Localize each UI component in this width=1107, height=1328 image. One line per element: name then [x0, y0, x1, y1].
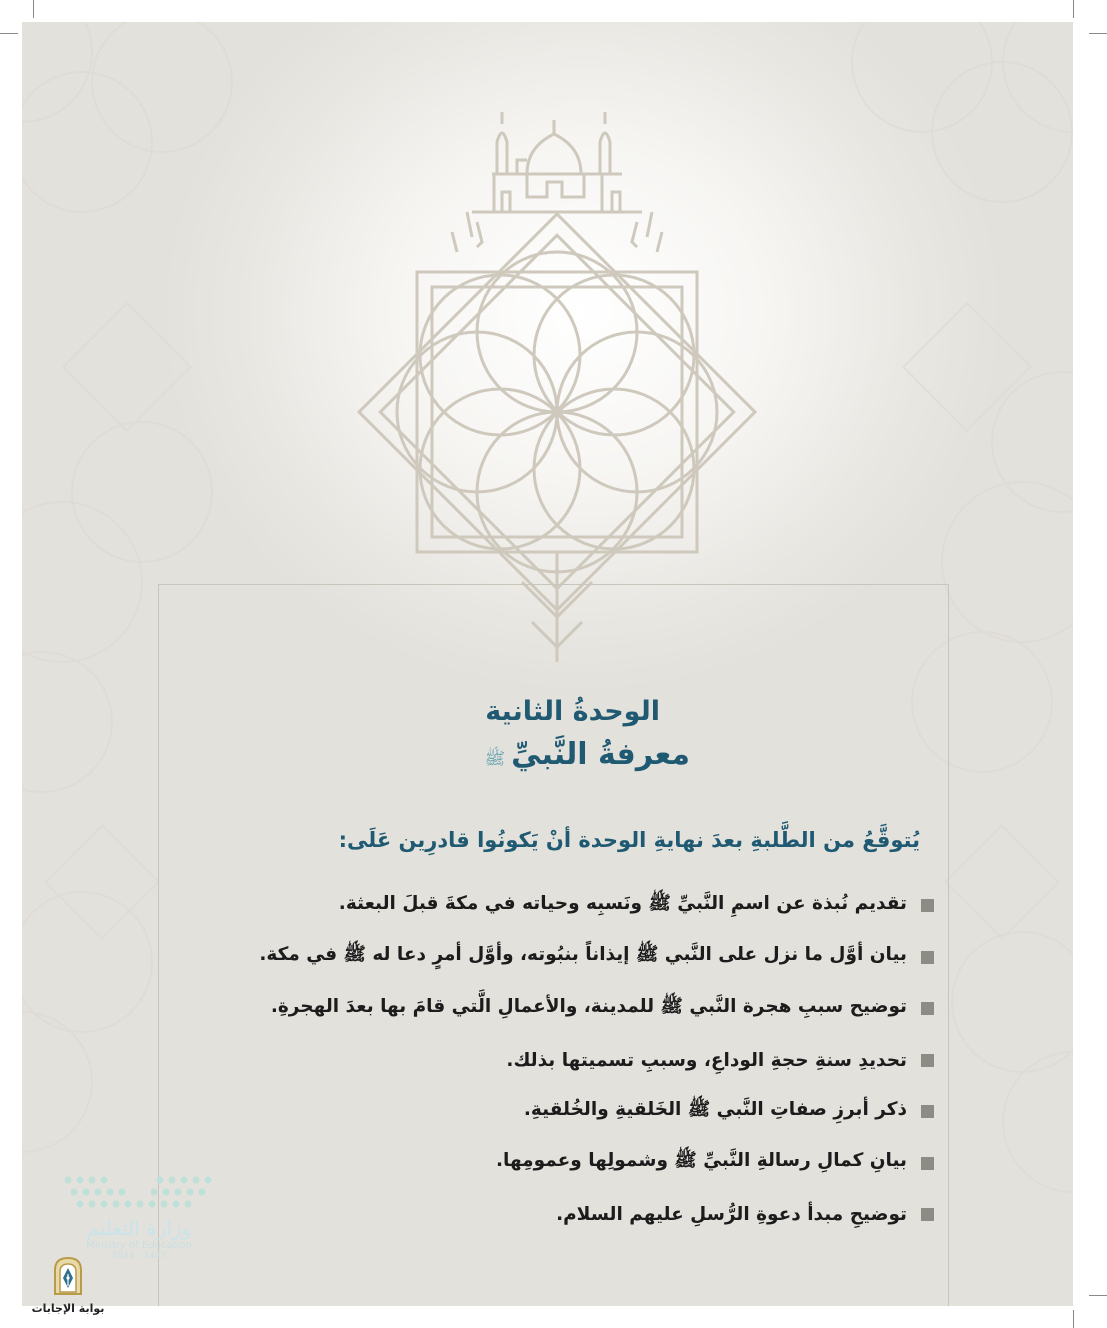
list-item	[172, 932, 934, 984]
list-item	[172, 1138, 934, 1190]
objective-text: ذكر أبرزِ صفاتِ النَّبي ﷺ الخَلقيةِ والخُلقيةِ.	[523, 1098, 907, 1120]
objective-text: توضيح سببِ هجرة النَّبي ﷺ للمدينة، والأعمالِ الَّتي قامَ بها بعدَ الهجرةِ.	[270, 995, 907, 1017]
objective-text: توضيحِ مبدأ دعوةِ الرُّسلِ عليهم السلام.	[556, 1204, 907, 1226]
pen-nib-logo-icon	[51, 1256, 85, 1296]
ministry-name-en: Ministry of Education	[86, 1240, 192, 1251]
unit-title: الوحدةُ الثانية	[485, 696, 660, 727]
objective-text: تقديم نُبذة عن اسمِ النَّبيِّ ﷺ ونَسبِه وحياته في مكةَ قبلَ البعثة.	[338, 892, 907, 914]
crop-mark	[0, 33, 18, 34]
list-item	[172, 983, 934, 1035]
honorific-glyph: ﷺ	[484, 749, 506, 769]
square-bullet-icon	[921, 899, 934, 912]
crop-mark	[1089, 1295, 1107, 1296]
book-page	[22, 22, 1073, 1306]
unit-heading	[158, 692, 690, 782]
unit-subtitle-text: معرفةُ النَّبيِّ	[511, 737, 690, 772]
ministry-logo	[60, 1172, 235, 1261]
ministry-year: 2022 - 1447	[111, 1251, 167, 1261]
square-bullet-icon	[921, 1105, 934, 1118]
square-bullet-icon	[921, 951, 934, 964]
unit-subtitle	[158, 732, 690, 782]
watermark-text: بوابة الإجابات	[31, 1302, 105, 1315]
list-item	[172, 1035, 934, 1087]
objectives-list	[172, 880, 934, 1241]
crop-mark	[33, 0, 34, 18]
objective-text: بيانِ كمالِ رسالةِ النَّبيِّ ﷺ وشمولِها وعمومِها.	[495, 1150, 907, 1172]
crop-mark	[1073, 1310, 1074, 1328]
crop-mark	[1073, 0, 1074, 18]
ministry-name-ar: وزارة التعليم	[86, 1216, 192, 1240]
list-item	[172, 1086, 934, 1138]
watermark	[30, 1256, 106, 1315]
ministry-dots-icon	[60, 1172, 218, 1214]
square-bullet-icon	[921, 1002, 934, 1015]
list-item	[172, 880, 934, 932]
square-bullet-icon	[921, 1208, 934, 1221]
square-bullet-icon	[921, 1157, 934, 1170]
crop-mark	[1089, 33, 1107, 34]
square-bullet-icon	[921, 1054, 934, 1067]
objective-text: بيان أوَّل ما نزل على النَّبي ﷺ إيذاناً بنبُوته، وأوَّل أمرٍ دعا له ﷺ في مكة.	[259, 944, 907, 966]
objective-text: تحديدِ سنةِ حجةِ الوداعِ، وسببِ تسميتها بذلك.	[506, 1049, 907, 1071]
list-item	[172, 1189, 934, 1241]
learning-outcomes-intro: يُتوقَّعُ من الطَّلبةِ بعدَ نهايةِ الوحدة أنْ يَكونُوا قادرِين عَلَى:	[338, 828, 920, 852]
